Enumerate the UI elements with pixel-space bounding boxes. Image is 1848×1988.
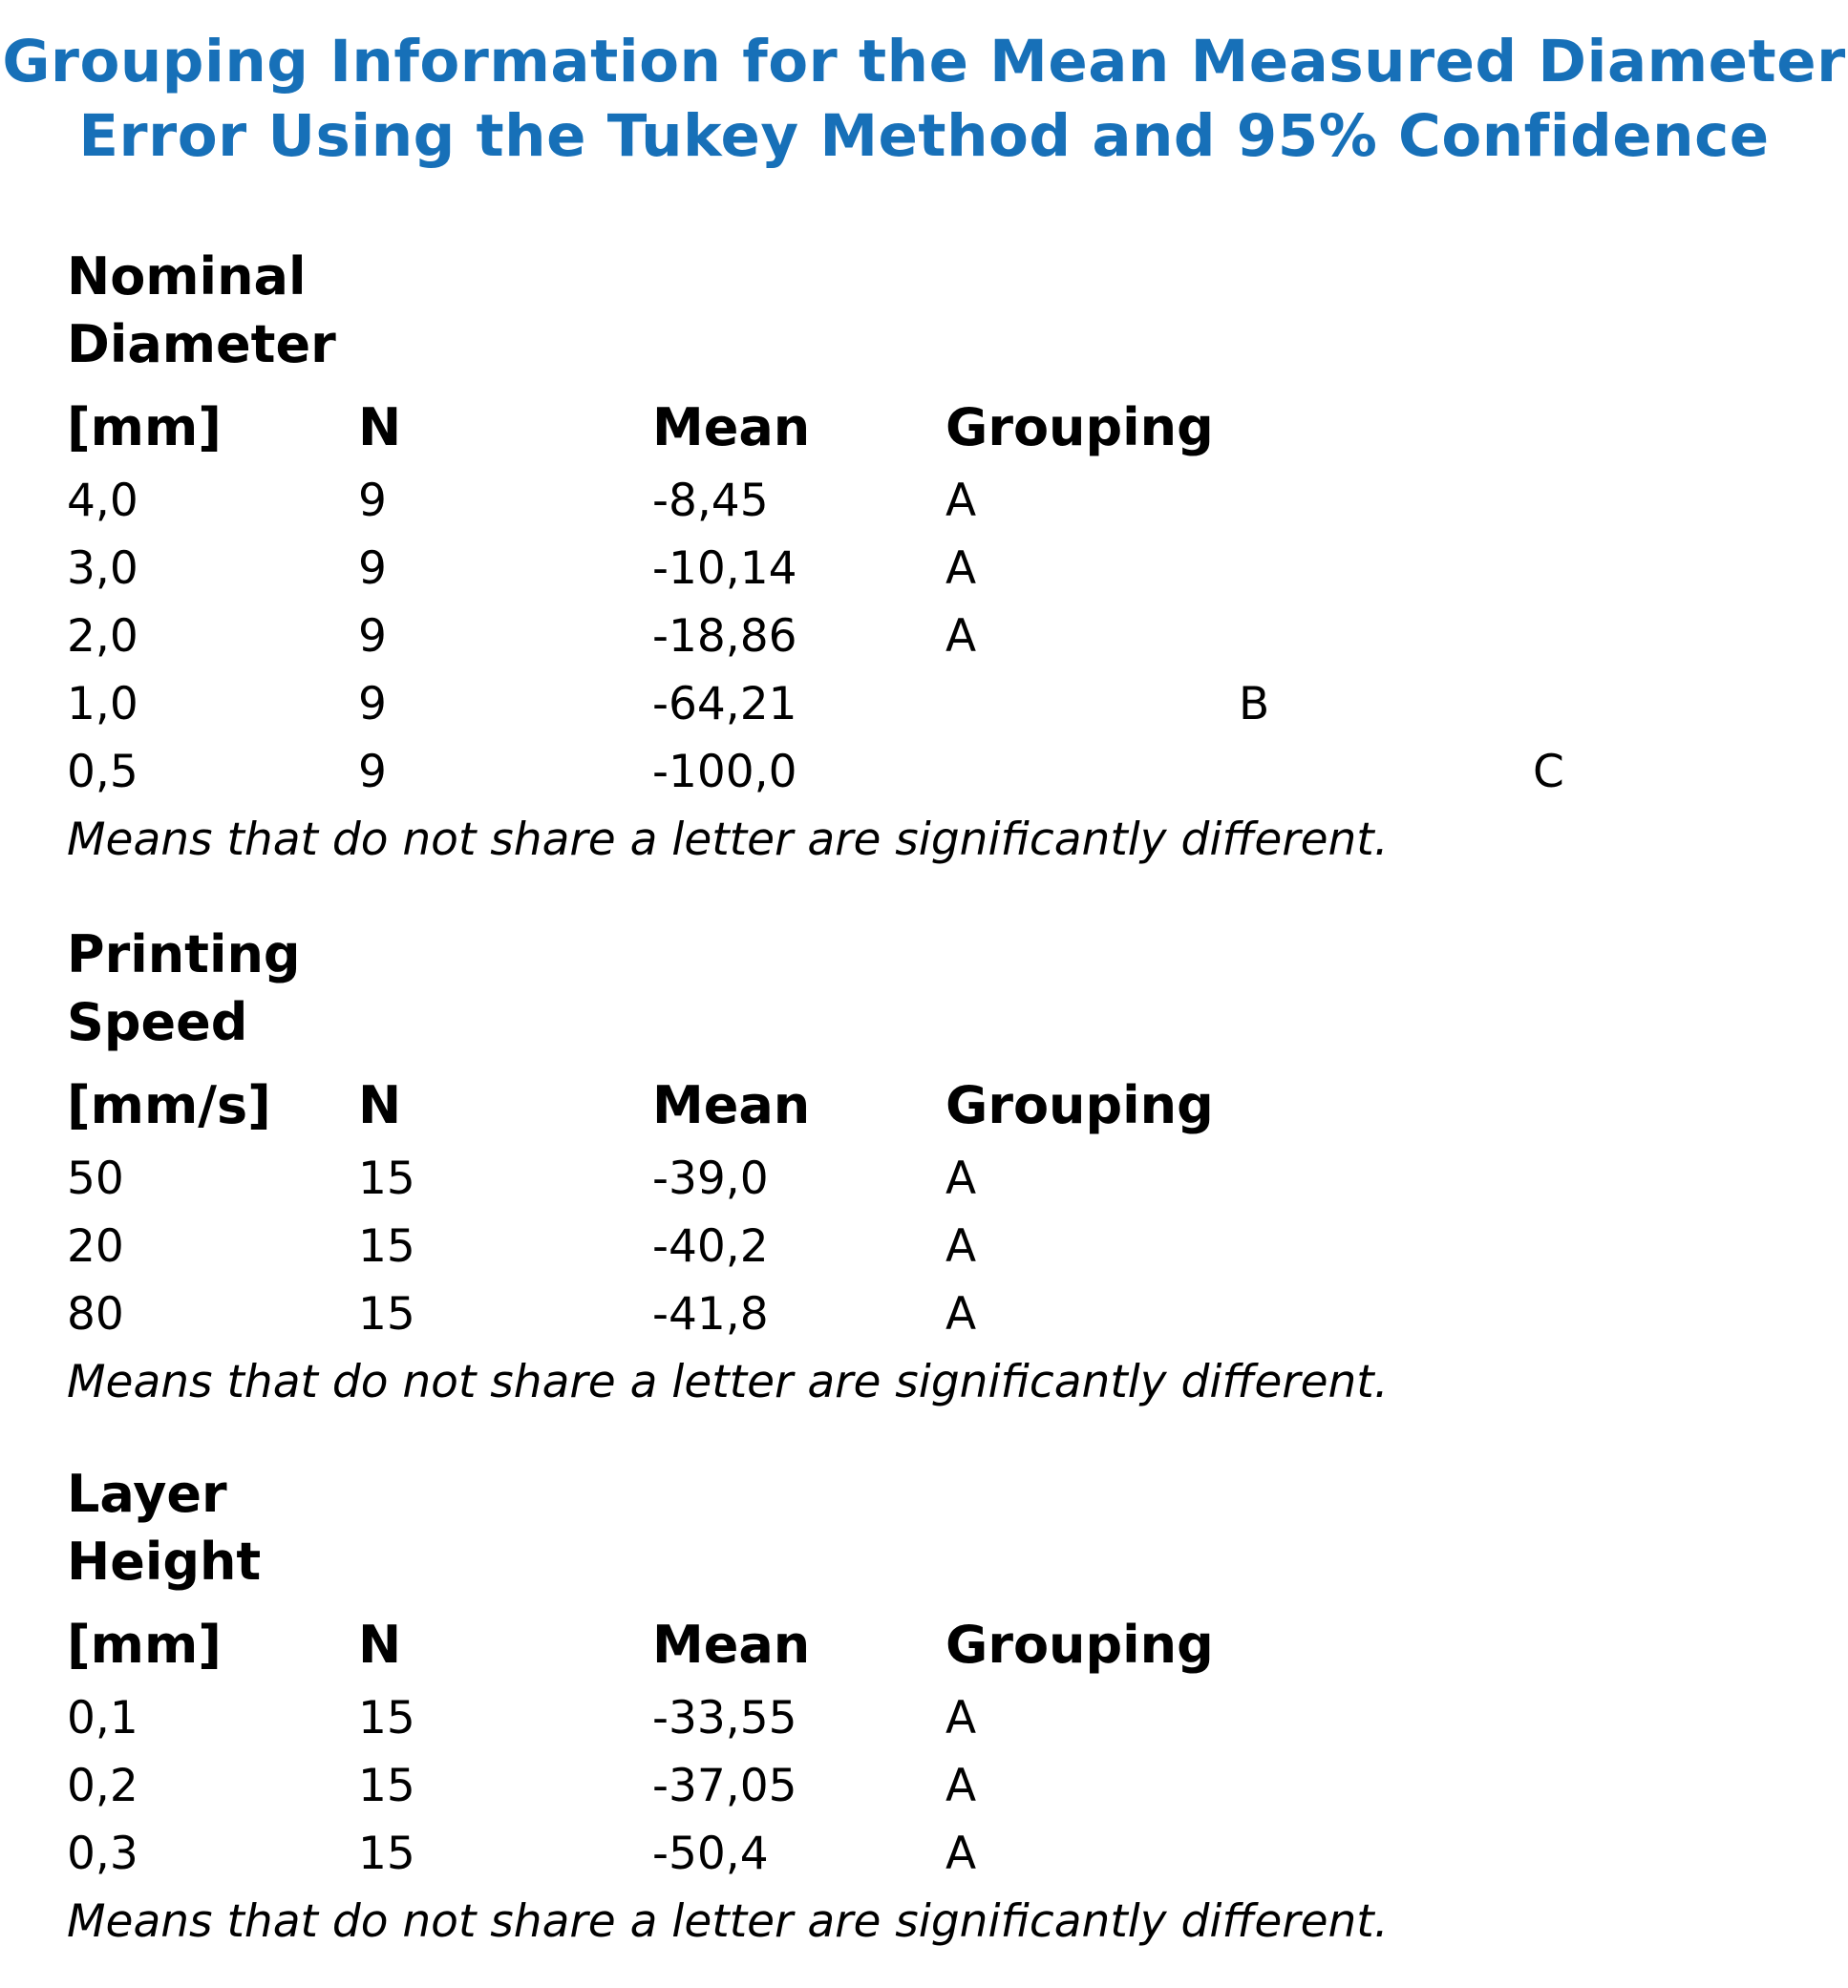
- table-cell-n: 9: [358, 746, 387, 798]
- table-cell-mean: -33,55: [652, 1692, 797, 1745]
- column-header-n: N: [358, 1075, 402, 1135]
- column-header-grouping: Grouping: [945, 1075, 1214, 1135]
- column-header-n: N: [358, 397, 402, 457]
- table-cell-mean: -37,05: [652, 1760, 797, 1812]
- table-cell-level: 2,0: [67, 610, 138, 663]
- table-cell-grouping-letter: C: [1533, 746, 1564, 798]
- table-cell-level: 4,0: [67, 475, 138, 527]
- column-header-n: N: [358, 1615, 402, 1675]
- table-cell-level: 1,0: [67, 678, 138, 730]
- table-cell-n: 15: [358, 1153, 415, 1205]
- table-footnote: Means that do not share a letter are significantly different.: [67, 1356, 1389, 1408]
- table-cell-grouping-letter: A: [945, 1760, 977, 1812]
- table-cell-level: 0,2: [67, 1760, 138, 1812]
- table-cell-n: 15: [358, 1828, 415, 1880]
- table-cell-grouping-letter: A: [945, 1153, 977, 1205]
- table-cell-level: 0,1: [67, 1692, 138, 1745]
- table-cell-n: 15: [358, 1692, 415, 1745]
- table-cell-n: 9: [358, 678, 387, 730]
- column-header-grouping: Grouping: [945, 397, 1214, 457]
- table-cell-level: 50: [67, 1153, 124, 1205]
- table-footnote: Means that do not share a letter are significantly different.: [67, 1895, 1389, 1948]
- table-cell-n: 15: [358, 1760, 415, 1812]
- factor-label-line-1: Layer: [67, 1464, 227, 1524]
- column-header-grouping: Grouping: [945, 1615, 1214, 1675]
- table-cell-grouping-letter: A: [945, 475, 977, 527]
- table-cell-level: 80: [67, 1288, 124, 1341]
- table-cell-mean: -40,2: [652, 1220, 769, 1273]
- column-header-mean: Mean: [652, 397, 811, 457]
- factor-label-line-1: Printing: [67, 924, 301, 984]
- factor-label-line-1: Nominal: [67, 246, 307, 307]
- table-cell-mean: -8,45: [652, 475, 769, 527]
- table-cell-grouping-letter: A: [945, 1288, 977, 1341]
- factor-label-line-2: Diameter: [67, 314, 336, 374]
- table-cell-mean: -100,0: [652, 746, 797, 798]
- table-cell-mean: -50,4: [652, 1828, 769, 1880]
- page-title-line-1: Grouping Information for the Mean Measured Diameter: [2, 28, 1846, 95]
- page-title-line-2: Error Using the Tukey Method and 95% Confidence: [78, 102, 1770, 170]
- table-cell-level: 20: [67, 1220, 124, 1273]
- table-cell-n: 9: [358, 610, 387, 663]
- table-cell-mean: -18,86: [652, 610, 797, 663]
- factor-label-line-2: Speed: [67, 992, 248, 1052]
- table-cell-grouping-letter: A: [945, 542, 977, 595]
- column-header-mean: Mean: [652, 1075, 811, 1135]
- table-cell-grouping-letter: A: [945, 1220, 977, 1273]
- table-cell-mean: -10,14: [652, 542, 797, 595]
- table-cell-level: 0,3: [67, 1828, 138, 1880]
- table-cell-grouping-letter: A: [945, 610, 977, 663]
- table-cell-grouping-letter: A: [945, 1692, 977, 1745]
- table-cell-mean: -41,8: [652, 1288, 769, 1341]
- table-footnote: Means that do not share a letter are significantly different.: [67, 814, 1389, 866]
- factor-label-line-2: Height: [67, 1532, 262, 1592]
- table-cell-n: 15: [358, 1288, 415, 1341]
- table-cell-level: 3,0: [67, 542, 138, 595]
- column-header-mean: Mean: [652, 1615, 811, 1675]
- table-cell-mean: -39,0: [652, 1153, 769, 1205]
- table-cell-grouping-letter: A: [945, 1828, 977, 1880]
- table-cell-level: 0,5: [67, 746, 138, 798]
- table-cell-grouping-letter: B: [1239, 678, 1270, 730]
- table-cell-n: 15: [358, 1220, 415, 1273]
- column-header-unit: [mm]: [67, 1615, 222, 1675]
- table-cell-n: 9: [358, 475, 387, 527]
- column-header-unit: [mm]: [67, 397, 222, 457]
- column-header-unit: [mm/s]: [67, 1075, 271, 1135]
- table-cell-mean: -64,21: [652, 678, 797, 730]
- table-cell-n: 9: [358, 542, 387, 595]
